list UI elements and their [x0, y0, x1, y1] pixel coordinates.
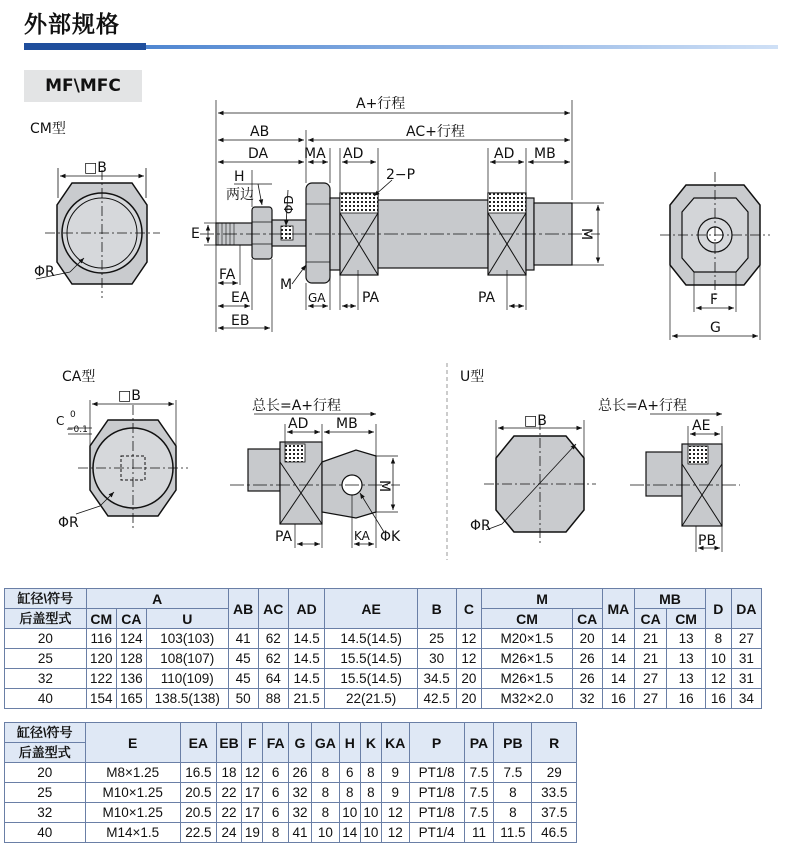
table-cell: 27	[634, 669, 666, 689]
spec-table-2	[4, 722, 577, 843]
dim-b-label: □B	[84, 160, 107, 176]
ca-dim-c-label: C	[56, 414, 65, 428]
table-cell: 8	[494, 783, 532, 803]
model-label: MF\MFC	[24, 70, 142, 102]
dim-f-label: F	[710, 292, 719, 308]
table2-header-fa: FA	[263, 723, 288, 763]
page-title: 外部规格	[24, 12, 120, 38]
table-cell: 25	[5, 649, 87, 669]
table-cell: 6	[339, 763, 360, 783]
table-cell: M20×1.5	[482, 629, 572, 649]
table-cell: 6	[263, 803, 288, 823]
ca-dim-r-label: ΦR	[58, 515, 79, 531]
table-cell: 20.5	[180, 803, 216, 823]
table-cell: 12	[705, 669, 731, 689]
table1-header-b: B	[417, 589, 456, 629]
table1-header-m: M	[482, 589, 602, 609]
table-cell: 9	[382, 783, 410, 803]
table1-header-ad: AD	[288, 589, 325, 629]
table2-header-h: H	[339, 723, 360, 763]
table-cell: 12	[242, 763, 263, 783]
dim-ga-label: GA	[308, 291, 326, 305]
u-end-view	[484, 420, 596, 546]
table-cell: 19	[242, 823, 263, 843]
table-cell: 22	[216, 783, 241, 803]
table-row	[5, 783, 577, 803]
table-cell: 7.5	[464, 803, 494, 823]
table-cell: M32×2.0	[482, 689, 572, 709]
table-cell: 21	[634, 649, 666, 669]
table2-header-ea: EA	[180, 723, 216, 763]
table-cell: 25	[5, 783, 86, 803]
table-cell: 42.5	[417, 689, 456, 709]
table-cell: 17	[242, 783, 263, 803]
dim-ab-label: AB	[250, 124, 270, 140]
table-cell: 50	[228, 689, 258, 709]
table-row	[5, 803, 577, 823]
u-dim-b-label: □B	[524, 413, 547, 429]
table-cell: 122	[86, 669, 116, 689]
table-cell: M10×1.25	[85, 783, 180, 803]
dim-ea-label: EA	[231, 290, 250, 306]
table-cell: 32	[5, 803, 86, 823]
table1-header-bore: 缸径\符号	[5, 589, 87, 609]
table-cell: 41	[288, 823, 311, 843]
dim-ad-label: AD	[343, 146, 364, 162]
table1-header-m-ca: CA	[572, 609, 602, 629]
table-cell: 11.5	[494, 823, 532, 843]
table-row	[5, 669, 762, 689]
table-cell: 17	[242, 803, 263, 823]
ca-type-label: CA型	[62, 369, 96, 385]
u-type-label: U型	[460, 369, 485, 385]
u-dim-pb-label: PB	[698, 533, 717, 549]
dim-da-label: DA	[248, 146, 269, 162]
cm-right-end-view	[660, 172, 770, 340]
table-cell: 46.5	[532, 823, 577, 843]
table2-header-ga: GA	[312, 723, 340, 763]
table-cell: PT1/8	[409, 783, 464, 803]
table-cell: 15.5(14.5)	[325, 649, 417, 669]
table-cell: 116	[86, 629, 116, 649]
table-cell: M14×1.5	[85, 823, 180, 843]
table-cell: 10	[360, 803, 381, 823]
table-cell: 26	[288, 763, 311, 783]
table-cell: 7.5	[464, 783, 494, 803]
table2-header-p: P	[409, 723, 464, 763]
dim-a-stroke-label: A+行程	[356, 96, 406, 112]
dim-pa-rear-label: PA	[478, 290, 496, 306]
dim-mb-label: MB	[534, 146, 556, 162]
table-cell: 31	[731, 649, 761, 669]
table-cell: 24	[216, 823, 241, 843]
table-cell: 14.5	[288, 669, 325, 689]
table-cell: 32	[572, 689, 602, 709]
table-cell: 20	[456, 689, 482, 709]
table-cell: 10	[360, 823, 381, 843]
table-cell: 41	[228, 629, 258, 649]
dim-r-label: ΦR	[34, 264, 55, 280]
table-cell: 21	[634, 629, 666, 649]
table-cell: 8	[339, 783, 360, 803]
table-cell: 22	[216, 803, 241, 823]
cm-type-label: CM型	[30, 121, 66, 137]
table-cell: 8	[263, 823, 288, 843]
table-cell: 62	[258, 629, 288, 649]
table-cell: 20.5	[180, 783, 216, 803]
table1-header-ab: AB	[228, 589, 258, 629]
ca-dim-b-label: □B	[118, 388, 141, 404]
table1-header-ae: AE	[325, 589, 417, 629]
table-cell: PT1/8	[409, 763, 464, 783]
table2-header-bore: 缸径\符号	[5, 723, 86, 743]
table-cell: 16	[602, 689, 634, 709]
table1-header-a-ca: CA	[116, 609, 146, 629]
table-cell: 154	[86, 689, 116, 709]
table1-header-cover-type: 后盖型式	[5, 609, 87, 629]
table-cell: 110(109)	[146, 669, 228, 689]
table2-header-pb: PB	[494, 723, 532, 763]
ca-dim-pa-label: PA	[275, 529, 293, 545]
table-cell: PT1/8	[409, 803, 464, 823]
table-cell: 10	[339, 803, 360, 823]
table-cell: 8	[312, 783, 340, 803]
two-sides-label: 两边	[226, 187, 254, 203]
table-cell: 32	[288, 803, 311, 823]
table-cell: 11	[464, 823, 494, 843]
table-cell: 8	[360, 783, 381, 803]
table-cell: 27	[634, 689, 666, 709]
table-cell: 8	[312, 803, 340, 823]
table-cell: 8	[705, 629, 731, 649]
table-cell: 7.5	[464, 763, 494, 783]
table1-header-ma: MA	[602, 589, 634, 629]
table-cell: 108(107)	[146, 649, 228, 669]
table-cell: 103(103)	[146, 629, 228, 649]
table-cell: 6	[263, 783, 288, 803]
table-cell: M10×1.25	[85, 803, 180, 823]
table-row	[5, 689, 762, 709]
table1-header-m-cm: CM	[482, 609, 572, 629]
table-row	[5, 823, 577, 843]
table1-body	[5, 629, 762, 709]
table1-header-ac: AC	[258, 589, 288, 629]
table-cell: 14	[602, 629, 634, 649]
table2-header-ka: KA	[382, 723, 410, 763]
ca-total-length-label: 总长=A+行程	[252, 398, 342, 414]
table-cell: 20	[572, 629, 602, 649]
table-cell: 20	[456, 669, 482, 689]
table2-header-r: R	[532, 723, 577, 763]
u-total-length-label: 总长=A+行程	[598, 398, 688, 414]
table-cell: PT1/4	[409, 823, 464, 843]
table1-header-mb: MB	[634, 589, 705, 609]
dim-g-label: G	[710, 320, 721, 336]
table1-header-row-1	[5, 589, 762, 609]
table-cell: 120	[86, 649, 116, 669]
table-cell: 124	[116, 629, 146, 649]
table1-header-a: A	[86, 589, 228, 609]
table-cell: 37.5	[532, 803, 577, 823]
table-cell: 45	[228, 669, 258, 689]
table-cell: 88	[258, 689, 288, 709]
table-cell: 13	[667, 649, 706, 669]
table-cell: 22.5	[180, 823, 216, 843]
table-cell: 32	[288, 783, 311, 803]
table-cell: 40	[5, 823, 86, 843]
table2-header-pa: PA	[464, 723, 494, 763]
ca-dim-ad-label: AD	[288, 416, 309, 432]
table2-header-cover-type: 后盖型式	[5, 743, 86, 763]
table-cell: 26	[572, 649, 602, 669]
table-cell: 7.5	[494, 763, 532, 783]
table-cell: 14.5(14.5)	[325, 629, 417, 649]
table-cell: 27	[731, 629, 761, 649]
dim-eb-label: EB	[231, 313, 250, 329]
table-cell: M26×1.5	[482, 649, 572, 669]
table2-header-eb: EB	[216, 723, 241, 763]
dim-h-label: H	[234, 169, 245, 185]
table-cell: 34.5	[417, 669, 456, 689]
port-p-label: 2−P	[386, 167, 416, 183]
table2-header-f: F	[242, 723, 263, 763]
u-dim-r-label: ΦR	[470, 518, 491, 534]
table-cell: 14	[339, 823, 360, 843]
table-cell: 21.5	[288, 689, 325, 709]
dim-ad-rear-label: AD	[494, 146, 515, 162]
table-cell: 22(21.5)	[325, 689, 417, 709]
ca-dim-k-label: ΦK	[380, 529, 401, 545]
u-side-view	[630, 414, 740, 552]
table-cell: 30	[417, 649, 456, 669]
ca-dim-ka-label: KA	[354, 529, 370, 543]
table-cell: 12	[382, 803, 410, 823]
dim-d-label: ΦD	[282, 195, 296, 214]
table-cell: 10	[312, 823, 340, 843]
table1-header-d: D	[705, 589, 731, 629]
table-cell: 14	[602, 649, 634, 669]
table-cell: 62	[258, 649, 288, 669]
ca-side-view	[230, 414, 400, 548]
u-dim-ae-label: AE	[692, 418, 711, 434]
table-cell: 18	[216, 763, 241, 783]
table1-header-a-u: U	[146, 609, 228, 629]
table-cell: 136	[116, 669, 146, 689]
table-cell: 64	[258, 669, 288, 689]
table1-header-a-cm: CM	[86, 609, 116, 629]
table-cell: 33.5	[532, 783, 577, 803]
table-cell: 8	[312, 763, 340, 783]
table-cell: 45	[228, 649, 258, 669]
table1-header-da: DA	[731, 589, 761, 629]
table1-header-mb-cm: CM	[667, 609, 706, 629]
table-cell: 25	[417, 629, 456, 649]
dim-e-label: E	[191, 226, 200, 242]
table-cell: 12	[456, 629, 482, 649]
table-cell: 14.5	[288, 649, 325, 669]
table-cell: 40	[5, 689, 87, 709]
table2-header-e: E	[85, 723, 180, 763]
table-row	[5, 629, 762, 649]
table2-body	[5, 763, 577, 843]
table-row	[5, 763, 577, 783]
table-cell: 16	[667, 689, 706, 709]
table-cell: 138.5(138)	[146, 689, 228, 709]
table-cell: 13	[667, 629, 706, 649]
table-cell: 165	[116, 689, 146, 709]
table-cell: 128	[116, 649, 146, 669]
table-cell: 16	[705, 689, 731, 709]
dim-m-nut-label: M	[280, 277, 293, 293]
table-cell: 34	[731, 689, 761, 709]
table-cell: 15.5(14.5)	[325, 669, 417, 689]
ca-end-view	[68, 400, 188, 530]
table-cell: 14	[602, 669, 634, 689]
dim-pa-label: PA	[362, 290, 380, 306]
table2-header-g: G	[288, 723, 311, 763]
table-cell: 31	[731, 669, 761, 689]
table2-header-k: K	[360, 723, 381, 763]
table-cell: M8×1.25	[85, 763, 180, 783]
spec-table-1	[4, 588, 762, 709]
table1-header-c: C	[456, 589, 482, 629]
table-cell: 16.5	[180, 763, 216, 783]
table-cell: 12	[382, 823, 410, 843]
table-cell: M26×1.5	[482, 669, 572, 689]
table-cell: 26	[572, 669, 602, 689]
table-cell: 14.5	[288, 629, 325, 649]
table-row	[5, 649, 762, 669]
ca-dim-c-upper: 0	[70, 410, 76, 420]
table-cell: 13	[667, 669, 706, 689]
table-cell: 20	[5, 763, 86, 783]
table-cell: 8	[360, 763, 381, 783]
table-cell: 10	[705, 649, 731, 669]
table2-header-row-1	[5, 723, 577, 743]
ca-dim-m-label: M	[376, 480, 392, 493]
table-cell: 6	[263, 763, 288, 783]
dim-ac-stroke-label: AC+行程	[406, 124, 465, 140]
table-cell: 29	[532, 763, 577, 783]
dim-fa-label: FA	[219, 267, 236, 283]
ca-dim-mb-label: MB	[336, 416, 358, 432]
table-cell: 32	[5, 669, 87, 689]
table-cell: 20	[5, 629, 87, 649]
table-cell: 9	[382, 763, 410, 783]
dim-m-label: M	[578, 228, 594, 241]
table-cell: 12	[456, 649, 482, 669]
table1-header-mb-ca: CA	[634, 609, 666, 629]
ca-dim-c-lower: −0.1	[66, 425, 88, 435]
dim-ma-label: MA	[304, 146, 326, 162]
table-cell: 8	[494, 803, 532, 823]
